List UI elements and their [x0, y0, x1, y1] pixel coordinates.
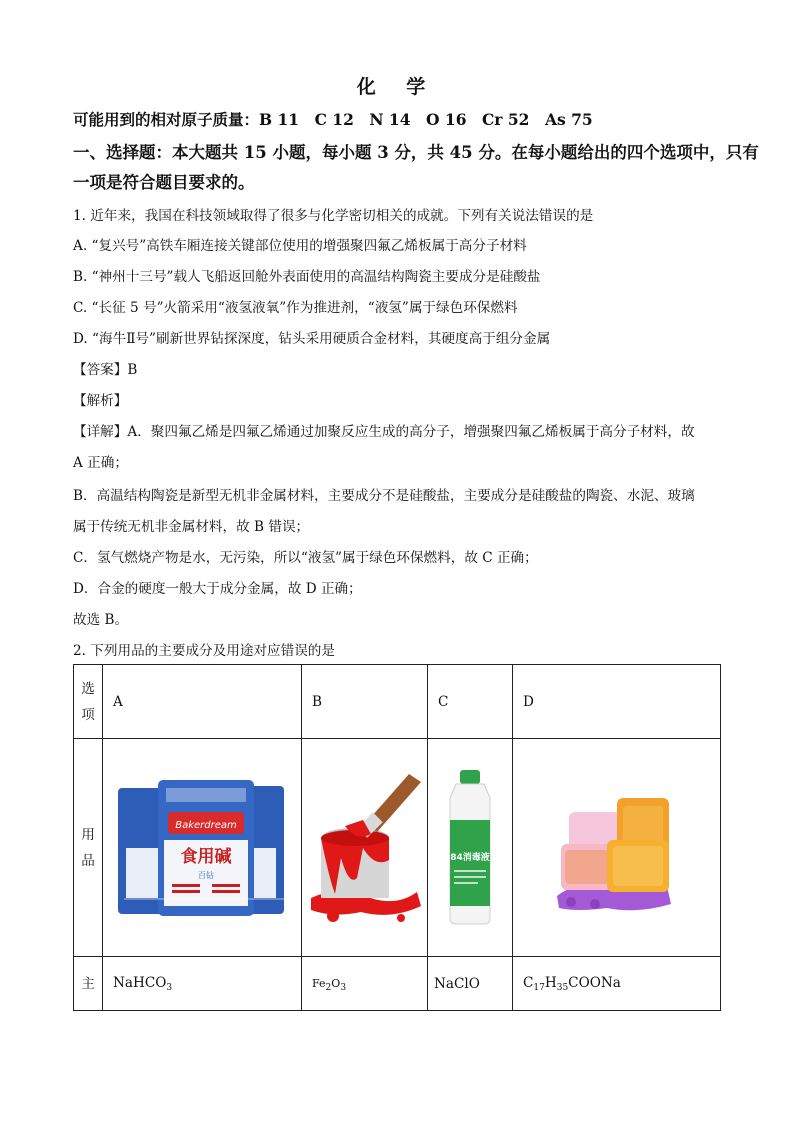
- q2-options-table: [73, 664, 721, 1011]
- row3-label: 主: [74, 957, 103, 1011]
- paint-bucket-image: [305, 768, 425, 928]
- page-title: 化 学: [356, 76, 438, 98]
- q1-detail-6: D．合金的硬度一般大于成分金属，故 D 正确；: [73, 581, 362, 597]
- q1-detail-4: 属于传统无机非金属材料，故 B 错误；: [73, 519, 310, 535]
- header-label-cell: [74, 665, 103, 739]
- image-cell-a: [103, 739, 302, 957]
- q2-stem: 2. 下列用品的主要成分及用途对应错误的是: [73, 643, 335, 659]
- q1-detail-1: 【详解】A．聚四氟乙烯是四氟乙烯通过加聚反应生成的高分子，增强聚四氟乙烯板属于高分子材料，故: [73, 424, 695, 440]
- brand-text: Bakerdream: [175, 819, 237, 831]
- formula-a-cell: [103, 957, 302, 1011]
- section-heading-line2: 一项是符合题目要求的。: [73, 173, 255, 192]
- section-heading-line1: 一、选择题：本大题共 15 小题，每小题 3 分，共 45 分。在每小题给出的四个选项中，只有: [73, 143, 759, 162]
- table-row: [74, 957, 721, 1011]
- row2-label-1: 用: [81, 826, 95, 843]
- formula-d-cell: [513, 957, 721, 1011]
- option-a-header: A: [103, 665, 302, 739]
- option-c-header: C: [428, 665, 513, 739]
- q1-stem: 1. 近年来，我国在科技领域取得了很多与化学密切相关的成就。下列有关说法错误的是: [73, 208, 594, 224]
- soap-bars-image: [537, 778, 697, 918]
- q1-option-b: B. “神州十三号”载人飞船返回舱外表面使用的高温结构陶瓷主要成分是硅酸盐: [73, 269, 541, 285]
- formula-d: $C_{17}H_{35}COONa$: [523, 974, 621, 993]
- table-row: [74, 665, 721, 739]
- row2-label-2: 品: [81, 852, 95, 869]
- formula-c: NaClO: [434, 975, 480, 992]
- formula-b: $Fe_2O_3$: [312, 976, 347, 993]
- q1-detail-7: 故选 B。: [73, 612, 129, 628]
- header-label-2: 项: [81, 706, 95, 723]
- q1-answer: 【答案】B: [73, 362, 138, 378]
- table-row: [74, 739, 721, 957]
- q1-option-a: A. “复兴号”高铁车厢连接关键部位使用的增强聚四氟乙烯板属于高分子材料: [73, 238, 527, 254]
- row-label-cell: [74, 739, 103, 957]
- option-b-header: B: [302, 665, 428, 739]
- formula-a: NaHCO$_3$: [113, 974, 173, 993]
- image-cell-c: [428, 739, 513, 957]
- bottle-label-text: 84消毒液: [450, 852, 490, 863]
- option-d-header: D: [513, 665, 721, 739]
- q1-detail-2: A 正确；: [73, 455, 128, 471]
- brand-cn-text: 百钻: [198, 870, 214, 880]
- q1-option-c: C. “长征 5 号”火箭采用“液氢液氧”作为推进剂，“液氢”属于绿色环保燃料: [73, 300, 518, 316]
- q1-detail-5: C．氢气燃烧产物是水，无污染，所以“液氢”属于绿色环保燃料，故 C 正确；: [73, 550, 538, 566]
- formula-b-cell: [302, 957, 428, 1011]
- formula-c-cell: [428, 957, 513, 1011]
- disinfectant-bottle-image: [438, 768, 502, 928]
- atomic-mass-line: 可能用到的相对原子质量：B 11 C 12 N 14 O 16 Cr 52 As 75: [73, 110, 593, 129]
- header-label-1: 选: [81, 680, 95, 697]
- q1-detail-3: B．高温结构陶瓷是新型无机非金属材料，主要成分不是硅酸盐，主要成分是硅酸盐的陶瓷、水泥、玻璃: [73, 488, 695, 504]
- image-cell-b: [302, 739, 428, 957]
- image-cell-d: [513, 739, 721, 957]
- q1-option-d: D. “海牛Ⅱ号”刷新世界钻探深度，钻头采用硬质合金材料，其硬度高于组分金属: [73, 331, 551, 347]
- baking-soda-bags-image: [114, 778, 290, 918]
- product-name-text: 食用碱: [180, 846, 232, 867]
- q1-analysis-label: 【解析】: [73, 393, 128, 409]
